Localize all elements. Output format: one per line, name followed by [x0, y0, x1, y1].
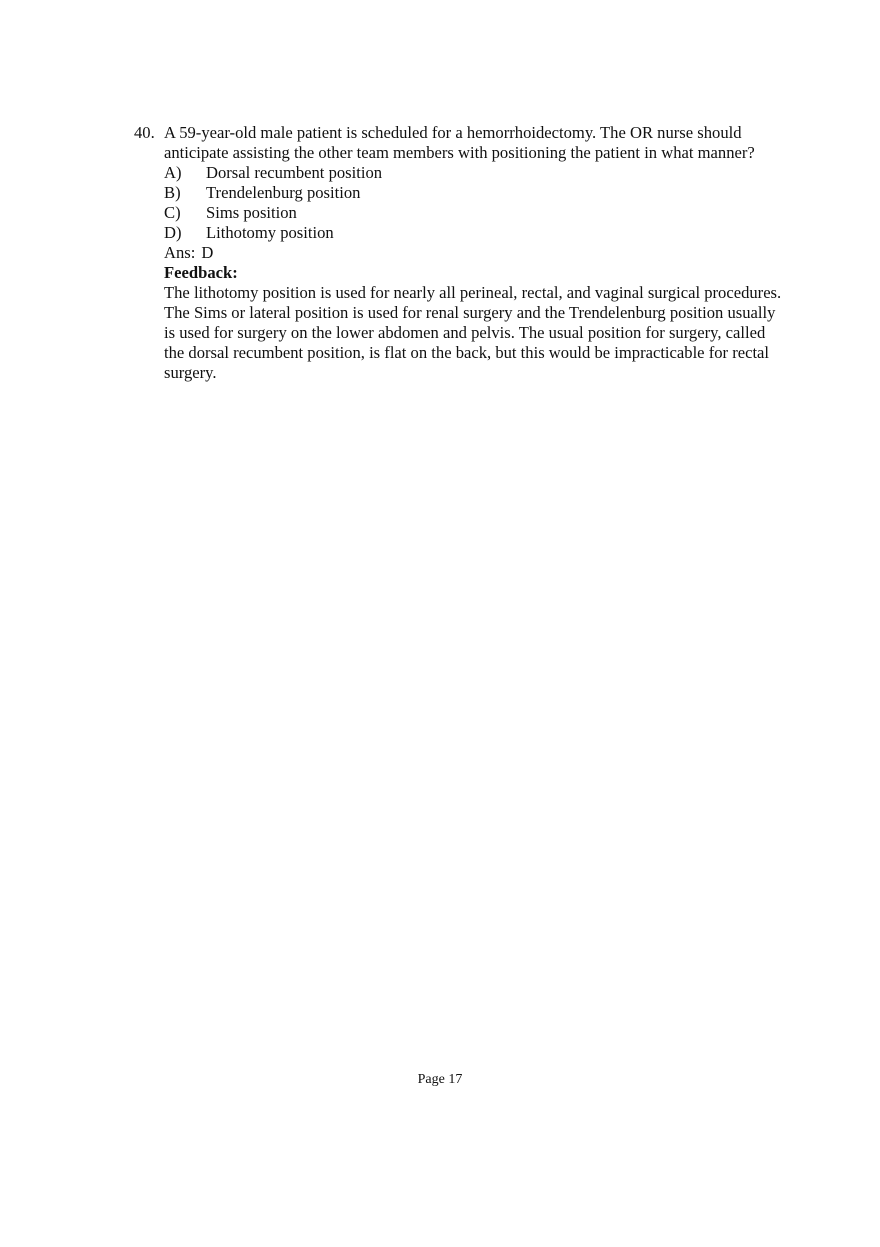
option-text: Sims position	[206, 203, 297, 222]
answer-label: Ans:	[164, 243, 196, 262]
answer-row	[164, 243, 784, 263]
question-stem: A 59-year-old male patient is scheduled for a hemorrhoidectomy. The OR nurse should anticipate assisting the other team members with positioning the patient in what manner?	[164, 123, 755, 162]
option-c	[164, 203, 784, 223]
option-letter: D)	[164, 223, 182, 242]
answer-options	[164, 163, 784, 243]
answer-value: D	[201, 243, 214, 262]
page-number: Page 17	[417, 1072, 463, 1087]
question-number: 40.	[134, 123, 155, 142]
option-letter: B)	[164, 183, 181, 202]
option-d	[164, 223, 784, 243]
option-letter: A)	[164, 163, 182, 182]
option-text: Trendelenburg position	[206, 183, 361, 202]
option-text: Lithotomy position	[206, 223, 334, 242]
feedback-text: The lithotomy position is used for nearly all perineal, rectal, and vaginal surgical procedures. The Sims or lateral position is used for renal surgery and the Trendelenburg position usually is used for surgery on the lower abdomen and pelvis. The usual position for surgery, called the dorsal recumbent position, is flat on the back, but this would be impracticable for rectal surgery.	[164, 283, 782, 382]
question-row	[134, 123, 784, 383]
option-a	[164, 163, 784, 183]
option-b	[164, 183, 784, 203]
option-text: Dorsal recumbent position	[206, 163, 383, 182]
question-body	[164, 123, 784, 383]
option-letter: C)	[164, 203, 181, 222]
feedback-heading: Feedback:	[164, 263, 238, 282]
question-block	[134, 123, 784, 383]
